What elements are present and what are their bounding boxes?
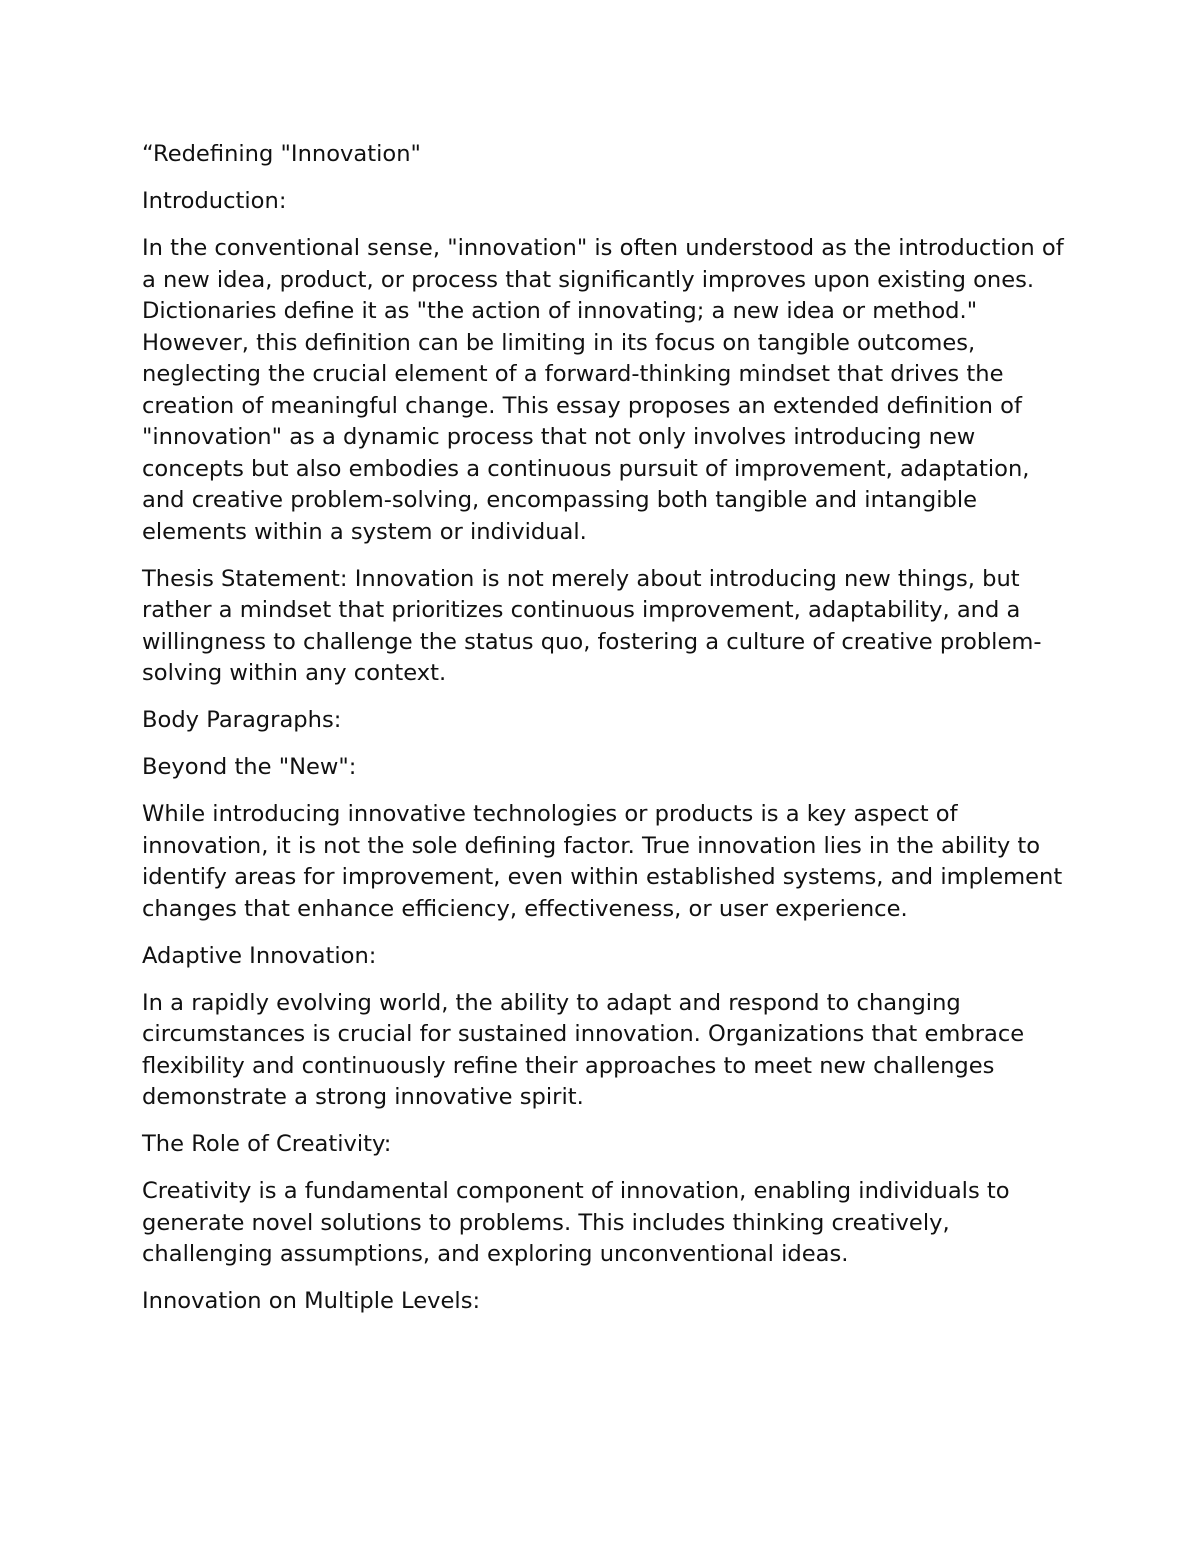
section-heading-multiple-levels: Innovation on Multiple Levels: [142, 1288, 481, 1314]
section-text-adaptive: In a rapidly evolving world, the ability to adapt and respond to changing circumstances is crucial for sustained innovation. Organizations that embrace flexibility and continuously refine their approaches to meet new challenges demonstrate a strong innovative spirit. [142, 989, 1025, 1110]
section-text-creativity: Creativity is a fundamental component of innovation, enabling individuals to generate novel solutions to problems. This includes thinking creatively, challenging assumptions, and exploring unconventional ideas. [142, 1178, 1010, 1267]
body-heading: Body Paragraphs: [142, 707, 342, 733]
thesis-statement: Thesis Statement: Innovation is not merely about introducing new things, but rather a mindset that prioritizes continuous improvement, adaptability, and a willingness to challenge the status quo, fostering a culture of creative problem-solving within any context. [142, 565, 1042, 686]
document-body [142, 139, 1072, 1333]
intro-paragraph: In the conventional sense, "innovation" is often understood as the introduction of a new idea, product, or process that significantly improves upon existing ones. Dictionaries define it as "the action of innovating; a new idea or method." However, this definition can be limiting in its focus on tangible outcomes, neglecting the crucial element of a forward-thinking mindset that drives the creation of meaningful change. This essay proposes an extended definition of "innovation" as a dynamic process that not only involves introducing new concepts but also embodies a continuous pursuit of improvement, adaptation, and creative problem-solving, encompassing both tangible and intangible elements within a system or individual. [142, 235, 1064, 545]
section-heading-beyond-new: Beyond the "New": [142, 754, 357, 780]
intro-heading: Introduction: [142, 188, 287, 214]
section-heading-creativity: The Role of Creativity: [142, 1131, 392, 1157]
section-text-beyond-new: While introducing innovative technologies or products is a key aspect of innovation, it is not the sole defining factor. True innovation lies in the ability to identify areas for improvement, even within established systems, and implement changes that enhance efficiency, effectiveness, or user experience. [142, 801, 1063, 922]
section-heading-adaptive: Adaptive Innovation: [142, 942, 377, 969]
document-title: “Redefining "Innovation" [142, 141, 421, 167]
